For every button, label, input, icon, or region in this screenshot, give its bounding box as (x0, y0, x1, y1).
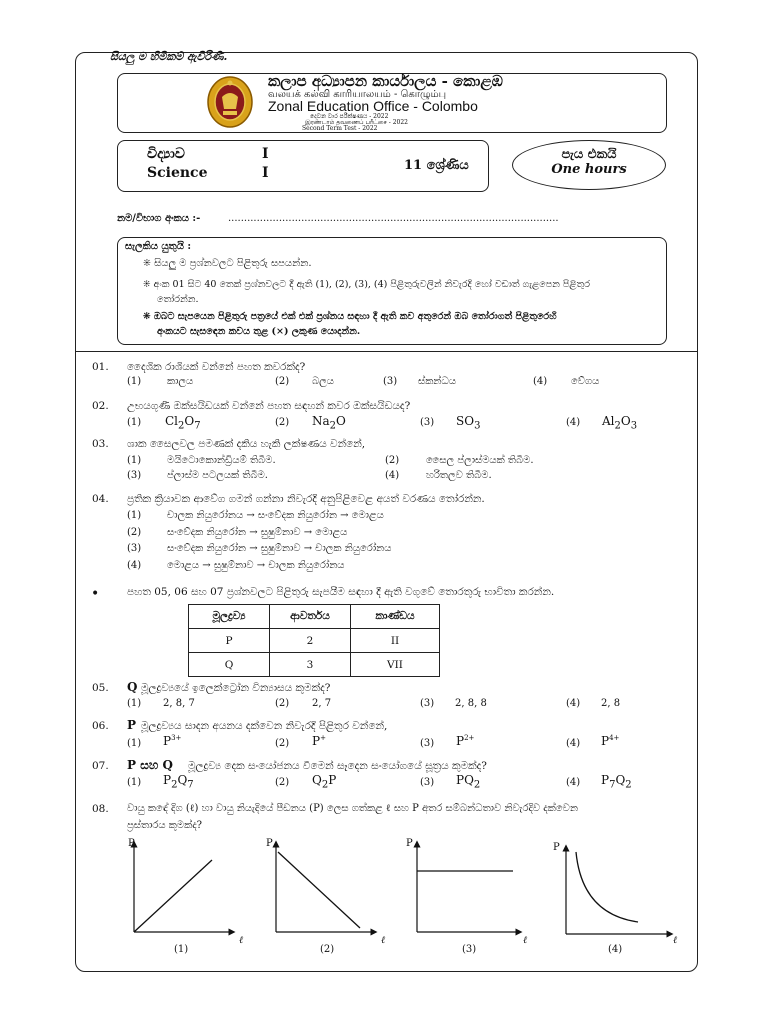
instruction-item-cont: තෝරන්න. (157, 294, 199, 305)
graph-x-label: ℓ (523, 935, 528, 946)
graph-x-label: ℓ (673, 935, 678, 946)
option-number: (3) (420, 777, 435, 788)
option-text: 2, 8 (601, 698, 621, 709)
question-stem: උභයගුණී ඔක්සයිඩයක් වන්නේ පහත සඳහන් කවර ඔක්සයිඩයද? (127, 400, 411, 412)
question-number: 01. (92, 361, 109, 373)
table-header: ආවර්තය (270, 605, 351, 629)
question-symbol: P (127, 718, 137, 732)
graph-x-label: ℓ (239, 935, 244, 946)
graph-y-label: P (128, 838, 135, 849)
bullet-icon: • (91, 586, 100, 602)
office-name-en: Zonal Education Office - Colombo (268, 98, 478, 114)
option-number: (4) (566, 777, 581, 788)
question-stem: මූලද්‍රව්‍යයේ ඉලෙක්ට්‍රෝන වින්‍යාසය කුමක්ද? (141, 682, 331, 694)
table-cell: P (189, 629, 270, 653)
name-label: නම/විභාග අංකය :- (117, 213, 201, 224)
instruction-item: ❊ අංක 01 සිට 40 තෙක් ප්‍රශ්නවලට දී ඇති (1), (2), (3), (4) පිළිතුරුවලින් නිවැරදි හෝ වඩාත් ගැළපෙන පිළිතුර (143, 279, 591, 290)
table-cell: 2 (270, 629, 351, 653)
question-stem: මූලද්‍රව්‍යය සාදන අයනය දක්වෙන නිවැරදි පිළිතුර වන්නේ, (141, 720, 388, 732)
graph-y-label: P (406, 838, 413, 849)
option-number: (2) (275, 417, 290, 428)
option-number: (1) (127, 777, 142, 788)
graph-3 (403, 838, 528, 940)
question-stem: මූලද්‍රව්‍ය දෙක සංයෝජනය වීමෙන් සෑදෙන සංයෝගයේ සූත්‍රය කුමක්ද? (188, 760, 487, 772)
option-text: 2, 8, 8 (455, 698, 487, 709)
option-text: හරිතලව තිබීම. (426, 470, 492, 481)
graph-4 (552, 842, 677, 942)
term-ta: இரண்டாம் தவணைப் பரீட்சை - 2022 (305, 119, 409, 126)
option-text: සංවේදක නියුරෝන → සුෂුම්නාව → මොළය (167, 527, 348, 538)
subject-label-si: විද්‍යාව (147, 146, 185, 162)
option-number: (1) (127, 455, 142, 466)
graph-option-label: (1) (174, 944, 189, 955)
option-text: මයිටොකොන්ඩ්‍රියම් තිබීම. (167, 455, 276, 466)
formula: $SO_3$ (456, 414, 481, 432)
option-number: (1) (127, 510, 142, 521)
duration-en: One hours (551, 162, 627, 177)
paper-part-en: I (262, 165, 269, 181)
option-text: කාලය (167, 376, 194, 387)
option-text: සෛල ප්ලාස්මයක් තිබීම. (426, 455, 534, 466)
question-stem: ශාක සෛලවල පමණක් දකිය හැකි ලක්ෂණය වන්නේ, (127, 438, 366, 450)
option-number: (2) (127, 527, 142, 538)
section-divider (75, 351, 698, 352)
table-header: කාණ්ඩය (351, 605, 440, 629)
graph-y-label: P (266, 838, 273, 849)
table-row (189, 653, 440, 677)
option-number: (2) (275, 376, 290, 387)
formula: $Na_2O$ (312, 414, 346, 432)
option-number: (2) (275, 777, 290, 788)
ion: $P^{2+}$ (456, 734, 475, 748)
option-text: චාලක නියුරෝනය → සංවේදක නියුරෝන → මොළය (167, 510, 384, 521)
office-name-ta: வலயக் கல்வி காரியாலயம் - கொழும்பு (268, 89, 447, 100)
ion: $P^{4+}$ (601, 734, 620, 748)
table-cell: II (351, 629, 440, 653)
option-number: (3) (127, 470, 142, 481)
option-number: (1) (127, 698, 142, 709)
graph-option-label: (4) (608, 944, 623, 955)
instruction-item: ❊ සියලු ම ප්‍රශ්නවලට පිළිතුරු සපයන්න. (143, 258, 312, 269)
emblem-icon (205, 75, 255, 129)
option-number: (2) (385, 455, 400, 466)
option-number: (1) (127, 738, 142, 749)
graph-2 (262, 838, 382, 940)
graph-y-label: P (553, 842, 560, 853)
option-number: (3) (383, 376, 398, 387)
element-table (188, 604, 440, 677)
option-number: (4) (566, 698, 581, 709)
option-number: (3) (420, 738, 435, 749)
table-cell: 3 (270, 653, 351, 677)
formula: $Al_2O_3$ (602, 414, 638, 432)
duration-si: පැය එකයි (561, 147, 617, 162)
question-number: 06. (92, 720, 109, 732)
option-number: (4) (566, 738, 581, 749)
question-stem: දෛශික රාශියක් වන්නේ පහත කවරක්ද? (127, 361, 306, 373)
table-header: මූලද්‍රව්‍ය (189, 605, 270, 629)
instruction-item: ❊ ඔබට සැපයෙන පිළිතුරු පත්‍රයේ එක් එක් ප්‍රශ්නය සඳහා දී ඇති කව අතුරෙන් ඔබ තෝරාගත් පිළිතුරෙහි (143, 311, 557, 322)
ion: $P^{3+}$ (163, 734, 182, 748)
formula: $P_7Q_2$ (601, 773, 632, 791)
option-number: (4) (127, 560, 142, 571)
formula: $P_2Q_7$ (163, 773, 194, 791)
grade-label: 11 ශ්‍රේණිය (404, 158, 469, 173)
graph-option-label: (2) (320, 944, 335, 955)
option-text: 2, 8, 7 (163, 698, 195, 709)
option-text: වේගය (571, 376, 600, 387)
instructions-title: සැලකිය යුතුයි : (125, 241, 192, 252)
term-si: දෙවන වාර පරීක්ෂණය - 2022 (310, 113, 389, 120)
option-number: (1) (127, 376, 142, 387)
question-number: 07. (92, 760, 109, 772)
question-symbol: Q (127, 680, 138, 694)
option-number: (3) (127, 543, 142, 554)
subject-label-en: Science (147, 165, 208, 181)
option-text: ස්කන්ධය (418, 376, 457, 387)
name-field[interactable]: ........................................................................................................ (228, 213, 559, 224)
paper-part-si: I (262, 146, 269, 162)
question-stem: ප්‍රතික ක්‍රියාවක ආවේග ගමන් ගන්නා නිවැරදි අනුපිළිවෙළ අයත් වරණය තෝරන්න. (127, 493, 485, 505)
copyright-note: සියලු ම හිමිකම් ඇවිරිණි. (110, 50, 228, 63)
option-text: බලය (312, 376, 334, 387)
option-number: (4) (385, 470, 400, 481)
option-number: (2) (275, 698, 290, 709)
question-stem-cont: ප්‍රස්තාරය කුමක්ද? (127, 820, 203, 831)
ion: P+ (312, 734, 326, 748)
office-name-si: කලාප අධ්‍යාපන කාර්යාලය - කොළඹ (268, 72, 503, 90)
table-intro: පහත 05, 06 සහ 07 ප්‍රශ්නවලට පිළිතුරු සැපයීම සඳහා දී ඇති වගුවේ තොරතුරු භාවිතා කරන්න. (127, 586, 555, 598)
option-number: (1) (127, 417, 142, 428)
graph-1 (120, 838, 240, 940)
graph-option-label: (3) (462, 944, 477, 955)
option-number: (2) (275, 738, 290, 749)
option-text: ප්ලාස්ම පටලයක් තිබීම. (167, 470, 268, 481)
question-number: 03. (92, 438, 109, 450)
formula: $Q_2P$ (312, 773, 337, 791)
table-cell: Q (189, 653, 270, 677)
option-number: (3) (420, 417, 435, 428)
option-text: සංවේදක නියුරෝන → සුෂුම්නාව → චාලක නියුරෝනය (167, 543, 392, 554)
duration-ellipse (512, 140, 666, 190)
question-stem: වායු කඳේ දිග (ℓ) හා වායු නියැදියේ පීඩනය (P) ලෙස ගත්කළ ℓ සහ P අතර සම්බන්ධතාව නිවැරදිව දක්වෙන (127, 803, 578, 814)
term-en: Second Term Test - 2022 (302, 125, 378, 132)
option-text: මොළය → සුෂුම්නාව → චාලක නියුරෝනය (167, 560, 345, 571)
option-number: (4) (566, 417, 581, 428)
option-number: (3) (420, 698, 435, 709)
instruction-item-cont: අංකයට සැසඳෙන කවය තුළ (×) ලකුණ යොදන්න. (157, 326, 361, 337)
question-number: 02. (92, 400, 109, 412)
formula: $PQ_2$ (456, 773, 481, 791)
question-number: 05. (92, 682, 109, 694)
option-text: 2, 7 (312, 698, 332, 709)
option-number: (4) (533, 376, 548, 387)
table-row (189, 629, 440, 653)
table-cell: VII (351, 653, 440, 677)
formula: $Cl_2O_7$ (165, 414, 201, 432)
graph-x-label: ℓ (381, 935, 386, 946)
question-symbol: P සහ Q (127, 758, 173, 772)
question-number: 08. (92, 803, 109, 815)
question-number: 04. (92, 493, 109, 505)
